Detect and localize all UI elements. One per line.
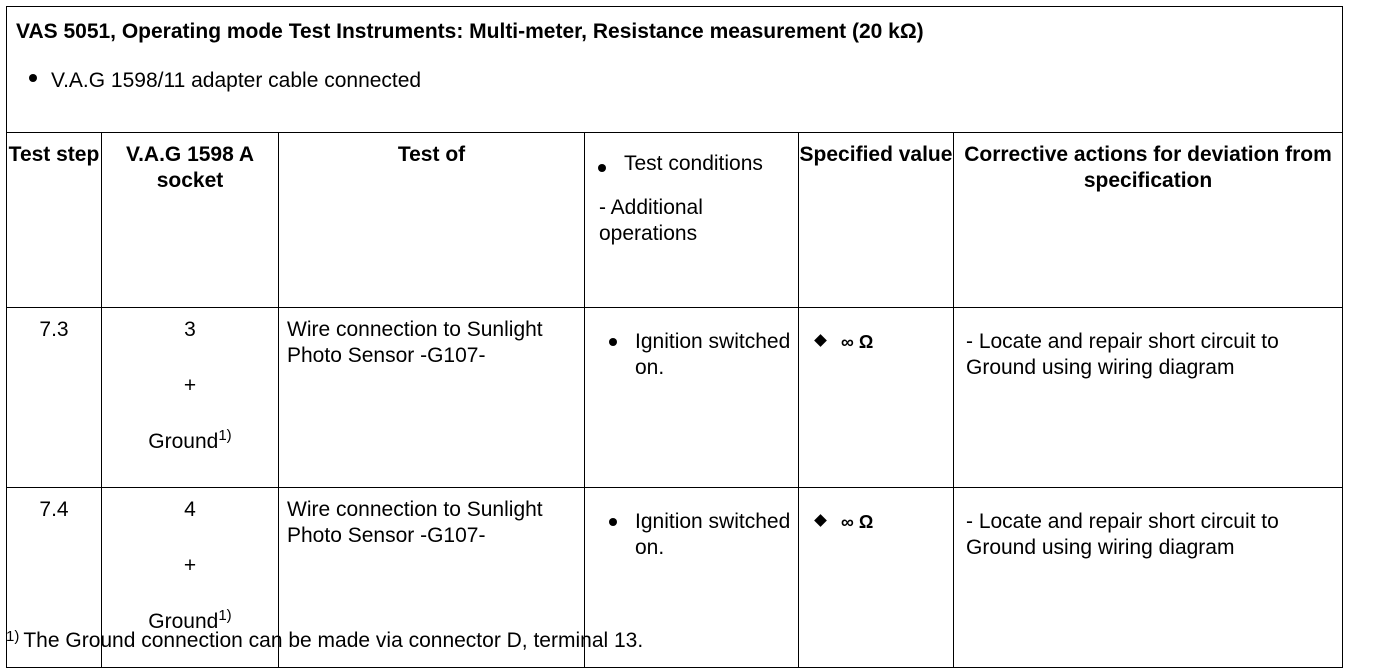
socket-plus: + xyxy=(183,374,197,397)
bullet-icon xyxy=(609,338,617,346)
test-of-cell: Wire connection to Sunlight Photo Sensor -G107- xyxy=(279,488,585,668)
condition-text: Ignition switched on. xyxy=(635,510,791,559)
step-cell: 7.4 xyxy=(7,488,102,668)
precondition-text: V.A.G 1598/11 adapter cable connected xyxy=(51,69,422,92)
condition-cell xyxy=(585,308,799,488)
specified-cell xyxy=(799,488,954,668)
header-corrective: Corrective actions for deviation from specification xyxy=(954,133,1343,308)
socket-ground xyxy=(102,429,278,455)
bullet-icon xyxy=(598,164,606,172)
bullet-icon xyxy=(609,518,617,526)
footnote-ref: 1) xyxy=(218,607,232,624)
step-cell: 7.3 xyxy=(7,308,102,488)
condition-text: Ignition switched on. xyxy=(635,330,791,379)
header-conditions xyxy=(585,133,799,308)
diamond-icon xyxy=(814,334,827,347)
corrective-cell: - Locate and repair short circuit to Ground using wiring diagram xyxy=(954,488,1343,668)
document-title: VAS 5051, Operating mode Test Instruments: Multi-meter, Resistance measurement (20 kΩ) xyxy=(16,20,924,43)
header-test-step: Test step xyxy=(7,133,102,308)
table-row xyxy=(7,308,1343,488)
socket-cell xyxy=(102,308,279,488)
specified-cell xyxy=(799,308,954,488)
diamond-icon xyxy=(814,514,827,527)
socket-number: 3 xyxy=(184,318,196,341)
header-test-of: Test of xyxy=(279,133,585,308)
footnote-text: The Ground connection can be made via connector D, terminal 13. xyxy=(23,629,644,652)
socket-ground-text: Ground xyxy=(148,610,219,633)
header-conditions-text: Test conditions xyxy=(624,152,763,175)
bullet-icon xyxy=(29,74,37,82)
socket-number: 4 xyxy=(184,498,196,521)
title-cell xyxy=(7,7,1343,133)
header-socket: V.A.G 1598 A socket xyxy=(102,133,279,308)
footnote-marker: 1) xyxy=(6,628,20,645)
footnote-ref: 1) xyxy=(218,427,232,444)
socket-plus: + xyxy=(183,554,197,577)
header-specified: Specified value xyxy=(799,133,954,308)
specified-value: ∞ Ω xyxy=(841,512,874,532)
test-table xyxy=(6,6,1343,668)
socket-ground-text: Ground xyxy=(148,430,219,453)
corrective-cell: - Locate and repair short circuit to Ground using wiring diagram xyxy=(954,308,1343,488)
specified-value: ∞ Ω xyxy=(841,332,874,352)
header-additional-text: - Additional operations xyxy=(599,196,703,245)
test-of-cell: Wire connection to Sunlight Photo Sensor -G107- xyxy=(279,308,585,488)
header-row xyxy=(7,133,1343,308)
footnote xyxy=(6,628,643,654)
precondition-item xyxy=(16,68,1342,94)
header-conditions-item xyxy=(598,151,792,177)
